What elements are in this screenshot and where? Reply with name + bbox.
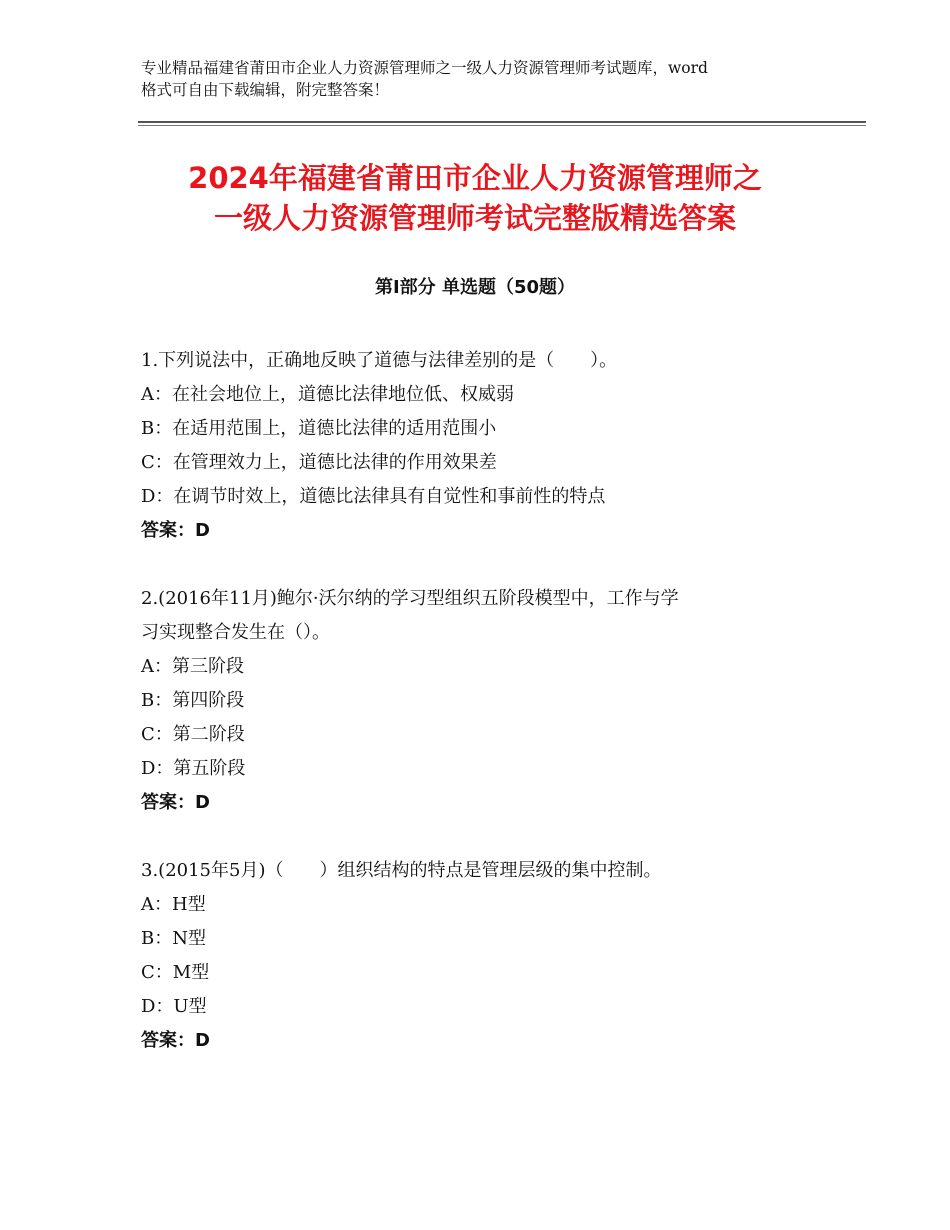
document-title-line-2: 一级人力资源管理师考试完整版精选答案 [213, 201, 736, 235]
header-note [141, 57, 831, 101]
question-stem: 3.(2015年5月)（ ）组织结构的特点是管理层级的集中控制。 [141, 860, 662, 881]
option-c: C：在管理效力上，道德比法律的作用效果差 [141, 452, 497, 473]
question-stem-continued: 习实现整合发生在（）。 [141, 622, 330, 643]
answer-line: 答案：D [141, 1030, 210, 1051]
header-divider-thick [138, 121, 866, 123]
option-c: C：第二阶段 [141, 724, 245, 745]
header-divider-thin [138, 125, 866, 126]
section-title: 第Ⅰ部分 单选题（50题） [374, 277, 575, 298]
option-d: D：在调节时效上，道德比法律具有自觉性和事前性的特点 [141, 486, 606, 507]
option-b: B：第四阶段 [141, 690, 245, 711]
option-d: D：U型 [141, 996, 207, 1017]
question-1 [141, 344, 821, 548]
option-c: C：M型 [141, 962, 210, 983]
question-2 [141, 582, 821, 820]
option-b: B：在适用范围上，道德比法律的适用范围小 [141, 418, 497, 439]
question-stem: 2.(2016年11月)鲍尔·沃尔纳的学习型组织五阶段模型中，工作与学 [141, 588, 679, 609]
option-a: A：H型 [141, 894, 206, 915]
option-a: A：在社会地位上，道德比法律地位低、权威弱 [141, 384, 514, 405]
option-b: B：N型 [141, 928, 206, 949]
header-note-line-1: 专业精品福建省莆田市企业人力资源管理师之一级人力资源管理师考试题库，word [141, 59, 708, 77]
question-list [141, 344, 821, 1092]
option-a: A：第三阶段 [141, 656, 244, 677]
question-stem: 1.下列说法中，正确地反映了道德与法律差别的是（ ）。 [141, 350, 618, 371]
document-title [90, 158, 860, 238]
question-3 [141, 854, 821, 1058]
document-title-line-1: 2024年福建省莆田市企业人力资源管理师之 [188, 161, 762, 195]
answer-line: 答案：D [141, 520, 210, 541]
header-note-line-2: 格式可自由下载编辑，附完整答案！ [141, 81, 390, 99]
option-d: D：第五阶段 [141, 758, 246, 779]
answer-line: 答案：D [141, 792, 210, 813]
